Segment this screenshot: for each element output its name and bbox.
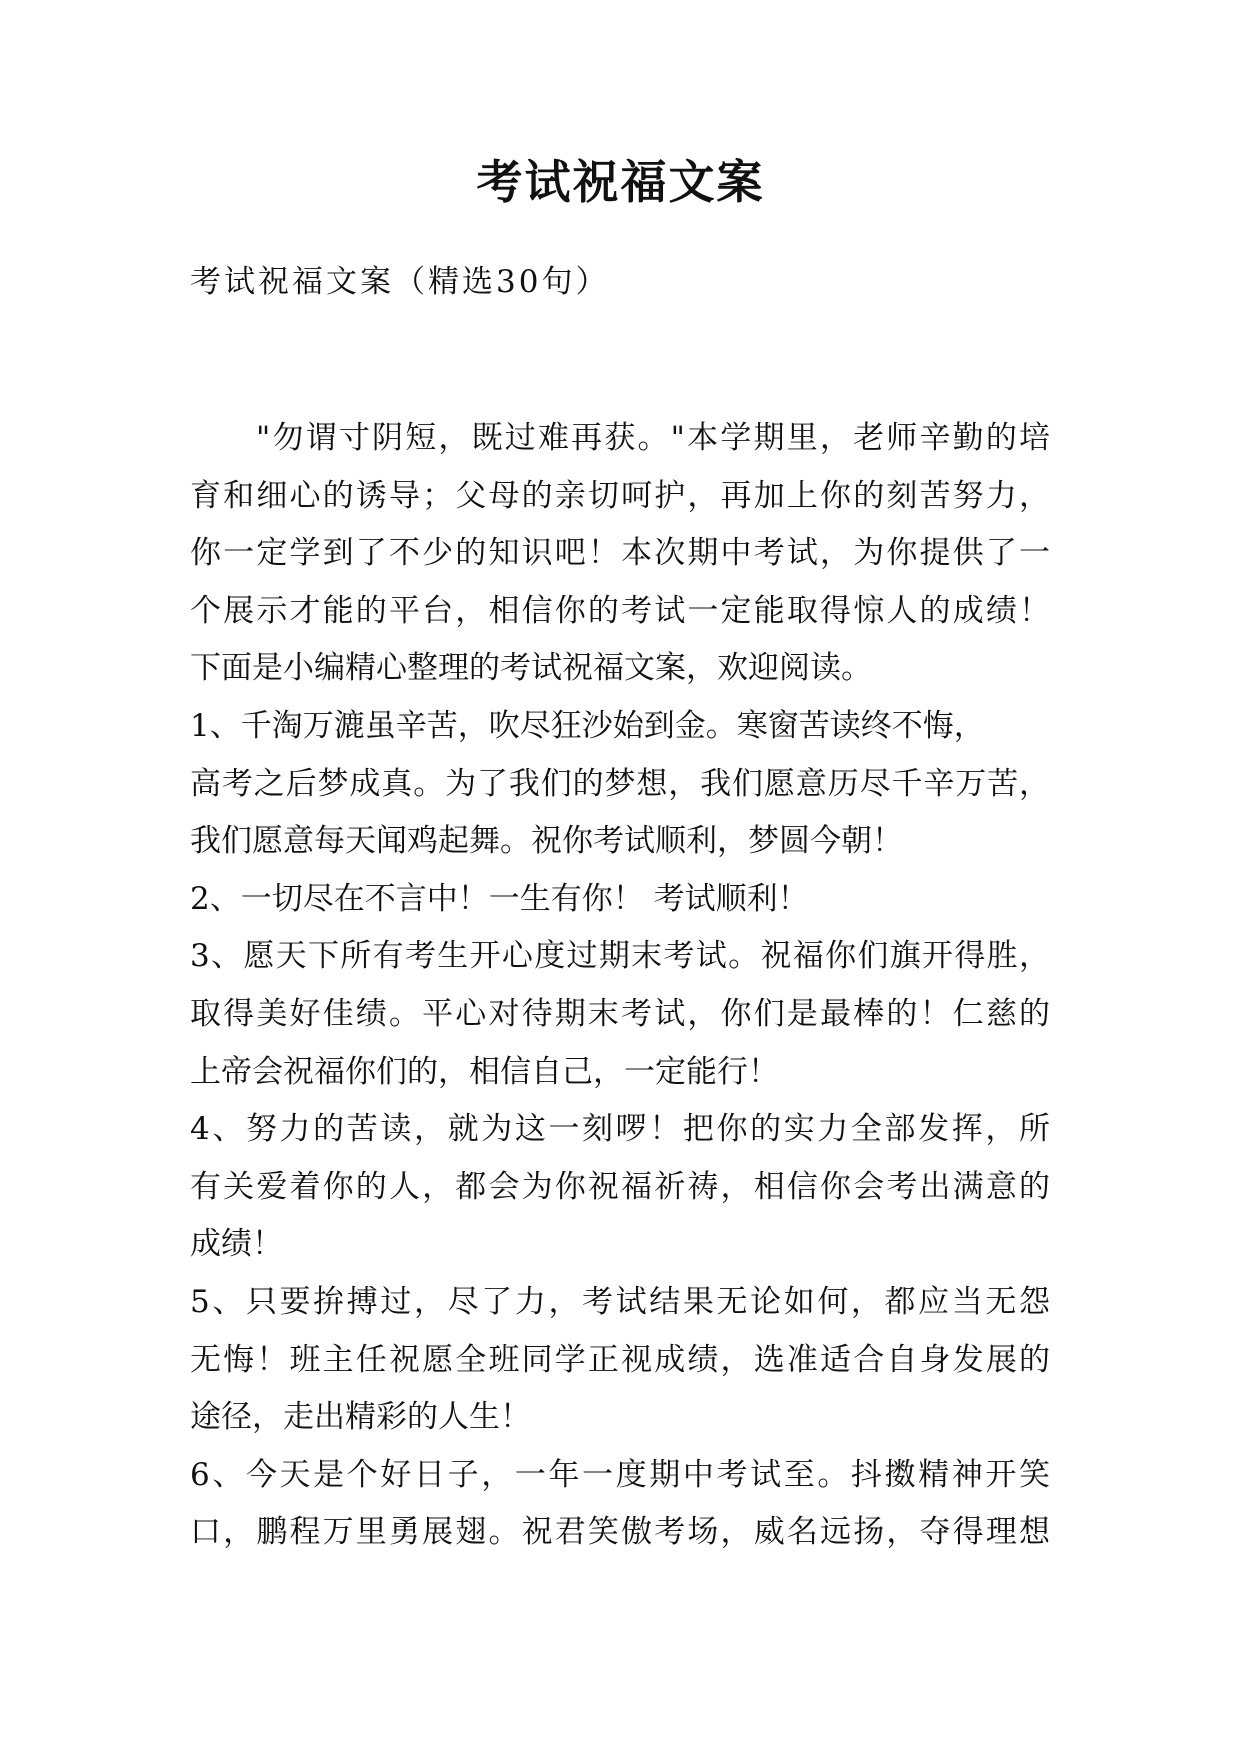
body-line: "勿谓寸阴短，既过难再获。"本学期里，老师辛勤的培: [256, 420, 1050, 456]
body-line: 取得美好佳绩。平心对待期末考试，你们是最棒的！仁慈的: [190, 995, 1050, 1032]
body-line: 高考之后梦成真。为了我们的梦想，我们愿意历尽千辛万苦，: [190, 765, 1050, 802]
body-line: 无悔！班主任祝愿全班同学正视成绩，选准适合自身发展的: [190, 1341, 1050, 1378]
body-line: 你一定学到了不少的知识吧！本次期中考试，为你提供了一: [190, 535, 1050, 572]
document-title: 考试祝福文案: [476, 155, 765, 209]
body-line: 3、愿天下所有考生开心度过期末考试。祝福你们旗开得胜，: [190, 938, 1050, 975]
body-line: 成绩！: [190, 1226, 283, 1263]
body-line: 个展示才能的平台，相信你的考试一定能取得惊人的成绩！: [190, 592, 1050, 629]
body-line: 1、千淘万漉虽辛苦，吹尽狂沙始到金。寒窗苦读终不悔，: [190, 707, 985, 744]
body-line: 有关爱着你的人，都会为你祝福祈祷，相信你会考出满意的: [190, 1168, 1050, 1205]
body-line: 我们愿意每天闻鸡起舞。祝你考试顺利，梦圆今朝！: [190, 823, 903, 860]
body-line: 口，鹏程万里勇展翅。祝君笑傲考场，威名远扬，夺得理想: [190, 1514, 1050, 1551]
body-line: 6、今天是个好日子，一年一度期中考试至。抖擞精神开笑: [190, 1456, 1050, 1493]
body-line: 上帝会祝福你们的，相信自己，一定能行！: [190, 1053, 779, 1090]
document-subtitle: 考试祝福文案（精选30句）: [190, 264, 610, 300]
body-line: 育和细心的诱导；父母的亲切呵护，再加上你的刻苦努力，: [190, 477, 1050, 514]
body-line: 2、一切尽在不言中！一生有你！ 考试顺利！: [190, 880, 809, 917]
body-line: 下面是小编精心整理的考试祝福文案，欢迎阅读。: [190, 650, 872, 687]
document-body: [190, 410, 1050, 1562]
body-line: 4、努力的苦读，就为这一刻啰！把你的实力全部发挥，所: [190, 1111, 1050, 1148]
body-line: 途径，走出精彩的人生！: [190, 1399, 531, 1436]
body-line: 5、只要拚搏过，尽了力，考试结果无论如何，都应当无怨: [190, 1283, 1050, 1320]
